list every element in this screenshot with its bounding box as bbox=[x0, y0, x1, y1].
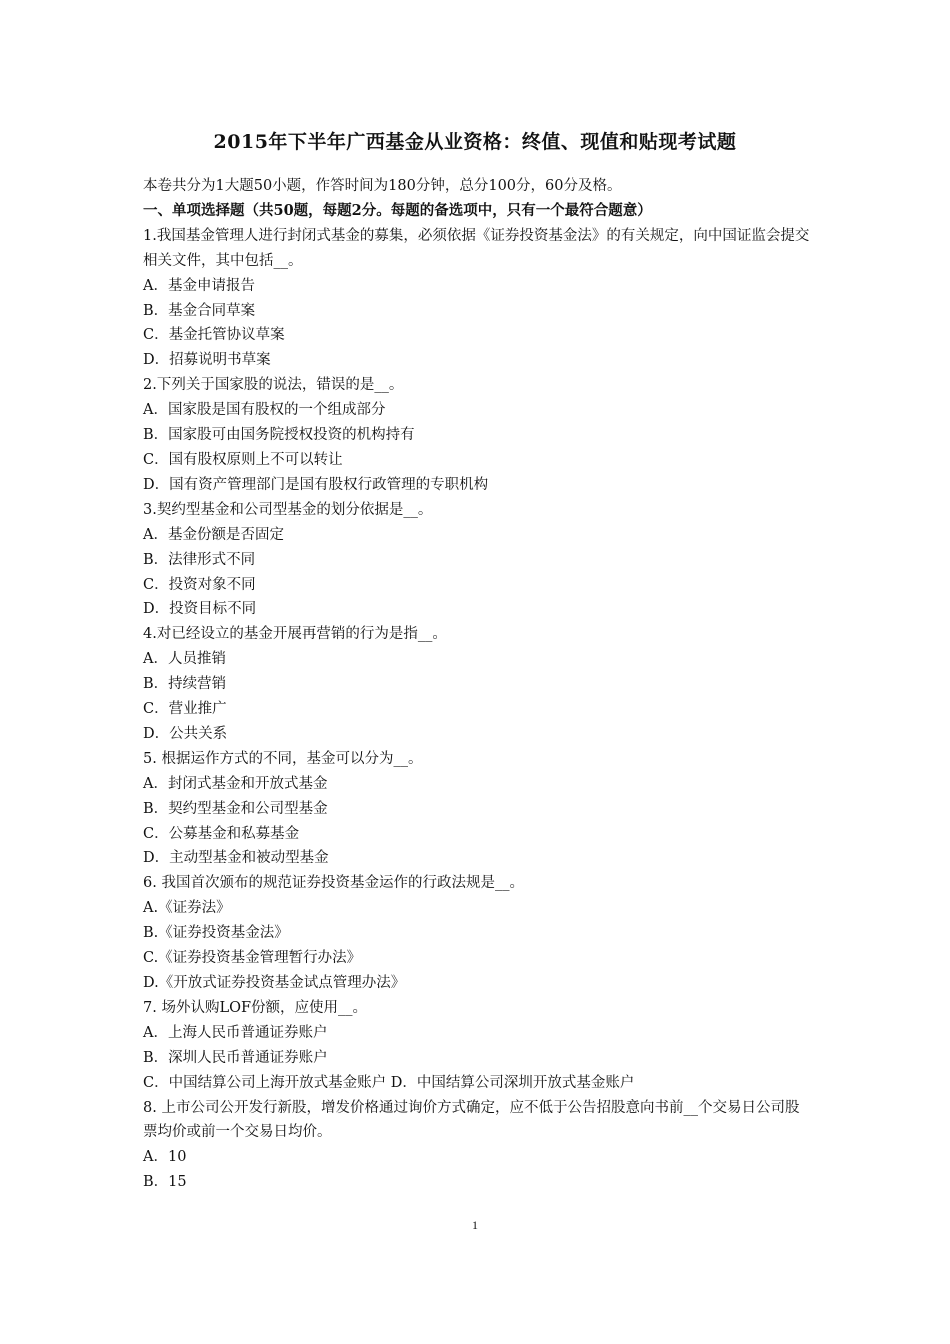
section-heading: 一、单项选择题（共50题，每题2分。每题的备选项中，只有一个最符合题意） bbox=[143, 201, 652, 219]
page-number: 1 bbox=[472, 1218, 478, 1232]
question-block bbox=[143, 498, 813, 623]
answer-option: B.《证券投资基金法》 bbox=[143, 925, 289, 942]
answer-option: C．国有股权原则上不可以转让 bbox=[143, 451, 343, 468]
answer-option: A．基金申请报告 bbox=[143, 277, 255, 294]
answer-option: B．15 bbox=[143, 1174, 187, 1191]
answer-option: A．10 bbox=[143, 1149, 187, 1166]
exam-intro: 本卷共分为1大题50小题，作答时间为180分钟，总分100分，60分及格。 bbox=[143, 178, 622, 194]
answer-option: C．营业推广 bbox=[143, 701, 227, 718]
answer-option: B．持续营销 bbox=[143, 676, 227, 693]
answer-option: A．人员推销 bbox=[143, 651, 226, 668]
answer-option: D.《开放式证券投资基金试点管理办法》 bbox=[143, 975, 406, 991]
question-block bbox=[143, 871, 813, 996]
document-body bbox=[143, 174, 813, 1195]
question-block bbox=[143, 224, 813, 373]
question-block bbox=[143, 747, 813, 872]
question-block bbox=[143, 622, 813, 747]
question-stem: 2.下列关于国家股的说法，错误的是__。 bbox=[143, 377, 404, 394]
answer-option: C．投资对象不同 bbox=[143, 576, 256, 593]
answer-option: D．招募说明书草案 bbox=[143, 352, 271, 369]
question-block bbox=[143, 373, 813, 498]
question-stem: 5. 根据运作方式的不同，基金可以分为__。 bbox=[143, 750, 423, 767]
question-stem: 1.我国基金管理人进行封闭式基金的募集，必须依据《证券投资基金法》的有关规定，向中国证监会提交相关文件，其中包括__。 bbox=[143, 227, 810, 269]
answer-option: C．中国结算公司上海开放式基金账户 D．中国结算公司深圳开放式基金账户 bbox=[143, 1074, 635, 1091]
answer-option: A.《证券法》 bbox=[143, 900, 231, 917]
answer-option: B．契约型基金和公司型基金 bbox=[143, 800, 328, 817]
answer-option: B．基金合同草案 bbox=[143, 302, 256, 319]
answer-option: B．法律形式不同 bbox=[143, 551, 256, 568]
answer-option: D．公共关系 bbox=[143, 725, 228, 742]
document-title: 2015年下半年广西基金从业资格：终值、现值和贴现考试题 bbox=[213, 131, 737, 153]
answer-option: A．封闭式基金和开放式基金 bbox=[143, 775, 328, 792]
answer-option: A．上海人民币普通证券账户 bbox=[143, 1024, 328, 1041]
answer-option: B．深圳人民币普通证券账户 bbox=[143, 1049, 328, 1066]
question-stem: 3.契约型基金和公司型基金的划分依据是__。 bbox=[143, 501, 433, 518]
question-list bbox=[143, 224, 813, 1195]
question-stem: 7. 场外认购LOF份额，应使用__。 bbox=[143, 999, 368, 1016]
answer-option: C.《证券投资基金管理暂行办法》 bbox=[143, 950, 362, 967]
answer-option: C．公募基金和私募基金 bbox=[143, 825, 300, 842]
answer-option: A．基金份额是否固定 bbox=[143, 526, 284, 543]
question-stem: 6. 我国首次颁布的规范证券投资基金运作的行政法规是__。 bbox=[143, 875, 524, 892]
question-stem: 8. 上市公司公开发行新股，增发价格通过询价方式确定，应不低于公告招股意向书前__个交易日公司股票均价或前一个交易日均价。 bbox=[143, 1099, 800, 1141]
question-block bbox=[143, 1096, 813, 1196]
answer-option: D．国有资产管理部门是国有股权行政管理的专职机构 bbox=[143, 476, 489, 493]
answer-option: A．国家股是国有股权的一个组成部分 bbox=[143, 402, 386, 419]
answer-option: C．基金托管协议草案 bbox=[143, 327, 285, 344]
answer-option: B．国家股可由国务院授权投资的机构持有 bbox=[143, 427, 415, 444]
question-stem: 4.对已经设立的基金开展再营销的行为是指__。 bbox=[143, 626, 447, 643]
question-block bbox=[143, 996, 813, 1096]
answer-option: D．投资目标不同 bbox=[143, 601, 257, 618]
answer-option: D．主动型基金和被动型基金 bbox=[143, 850, 329, 867]
